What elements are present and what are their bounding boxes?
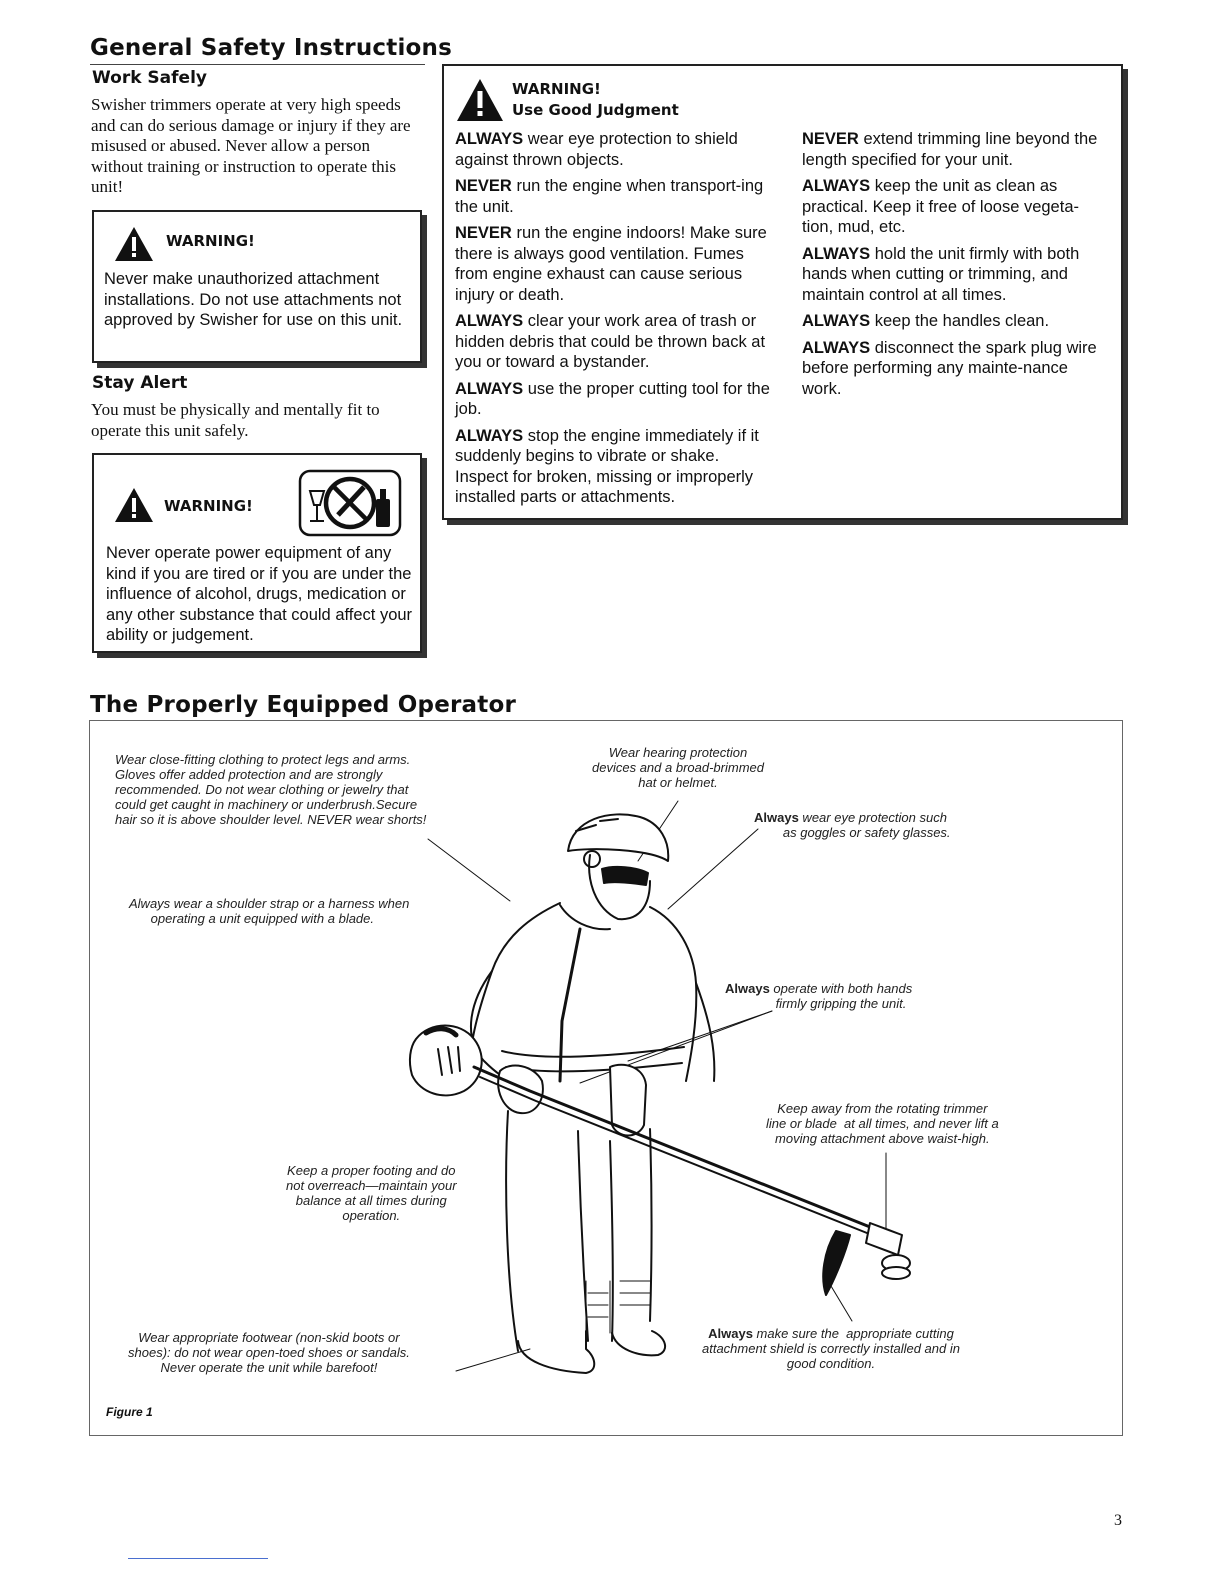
warning-title: WARNING! <box>512 80 601 98</box>
warning-box-attachments <box>92 210 422 363</box>
judgment-right-column <box>802 129 1102 405</box>
figure-label: Figure 1 <box>106 1405 153 1419</box>
warning-text: Never operate power equipment of any kind if you are tired or if you are under the influence of alcohol, drugs, medication or any other substance that could affect your ability or judgement. <box>106 544 413 644</box>
caption-eye-protection: Always wear eye protection such as goggles or safety glasses. <box>754 810 951 840</box>
warning-triangle-icon <box>114 226 154 262</box>
judgment-item: NEVER extend trimming line beyond the length specified for your unit. <box>802 130 1098 169</box>
caption-both-hands: Always operate with both hands firmly gripping the unit. <box>725 981 913 1011</box>
judgment-left-column <box>455 129 773 514</box>
judgment-item: NEVER run the engine when transport-ing the unit. <box>455 177 764 216</box>
judgment-item: ALWAYS use the proper cutting tool for the job. <box>455 379 770 418</box>
judgment-item: ALWAYS stop the engine immediately if it suddenly begins to vibrate or shake. Inspect for broken, missing or improperly installed parts or attachments. <box>455 426 759 506</box>
caption-hearing: Wear hearing protection devices and a broad-brimmed hat or helmet. <box>592 745 764 790</box>
warning-triangle-icon <box>456 78 504 122</box>
operator-illustration <box>90 721 1122 1435</box>
warning-text: Never make unauthorized attachment installations. Do not use attachments not approved by Swisher for use on this unit. <box>104 270 403 329</box>
judgment-item: ALWAYS keep the handles clean. <box>802 312 1050 330</box>
heading-equipped-operator: The Properly Equipped Operator <box>90 692 517 718</box>
warning-box-good-judgment <box>442 64 1123 520</box>
work-safely-title: Work Safely <box>92 68 207 88</box>
stay-alert-title: Stay Alert <box>92 373 188 393</box>
judgment-item: ALWAYS hold the unit firmly with both hands when cutting or trimming, and maintain control at all times. <box>802 244 1080 304</box>
caption-keep-away: Keep away from the rotating trimmer line or blade at all times, and never lift a moving attachment above waist-high. <box>766 1101 999 1146</box>
page-number: 3 <box>1114 1512 1122 1529</box>
judgment-item: ALWAYS clear your work area of trash or hidden debris that could be thrown back at you or toward a bystander. <box>455 312 766 371</box>
judgment-item: NEVER run the engine indoors! Make sure there is always good ventilation. Fumes from engine exhaust can cause serious injury or death. <box>455 224 767 304</box>
warning-title: WARNING! <box>166 232 255 250</box>
warning-subtitle: Use Good Judgment <box>512 101 679 119</box>
heading-rule <box>90 64 425 65</box>
caption-footwear: Wear appropriate footwear (non-skid boots or shoes): do not wear open-toed shoes or sandals. Never operate the unit while barefoot! <box>128 1330 410 1375</box>
caption-footing: Keep a proper footing and do not overreach—maintain your balance at all times during operation. <box>286 1163 457 1223</box>
judgment-item: ALWAYS wear eye protection to shield against thrown objects. <box>455 130 738 169</box>
work-safely-text: Swisher trimmers operate at very high speeds and can do serious damage or injury if they are misused or abused. Never allow a person without training or instruction to operate this unit! <box>91 95 411 196</box>
caption-shoulder-strap: Always wear a shoulder strap or a harness when operating a unit equipped with a blade. <box>129 896 410 926</box>
caption-shield: Always make sure the appropriate cutting attachment shield is correctly installed and in good condition. <box>702 1326 960 1371</box>
no-alcohol-drugs-icon <box>298 469 402 537</box>
warning-box-impairment <box>92 453 422 653</box>
stay-alert-text: You must be physically and mentally fit to operate this unit safely. <box>91 400 380 440</box>
footer-rule <box>128 1558 268 1559</box>
judgment-item: ALWAYS keep the unit as clean as practical. Keep it free of loose vegeta-tion, mud, etc. <box>802 177 1079 236</box>
warning-triangle-icon <box>114 487 154 523</box>
judgment-item: ALWAYS disconnect the spark plug wire before performing any mainte-nance work. <box>802 338 1097 398</box>
caption-clothing: Wear close-fitting clothing to protect legs and arms. Gloves offer added protection and are strongly recommended. Do not wear clothing or jewelry that could get caught in machinery or underbrush.Secure hair so it is above shoulder level. NEVER wear shorts! <box>115 752 427 827</box>
warning-title: WARNING! <box>164 497 253 515</box>
heading-general-safety: General Safety Instructions <box>90 35 453 61</box>
